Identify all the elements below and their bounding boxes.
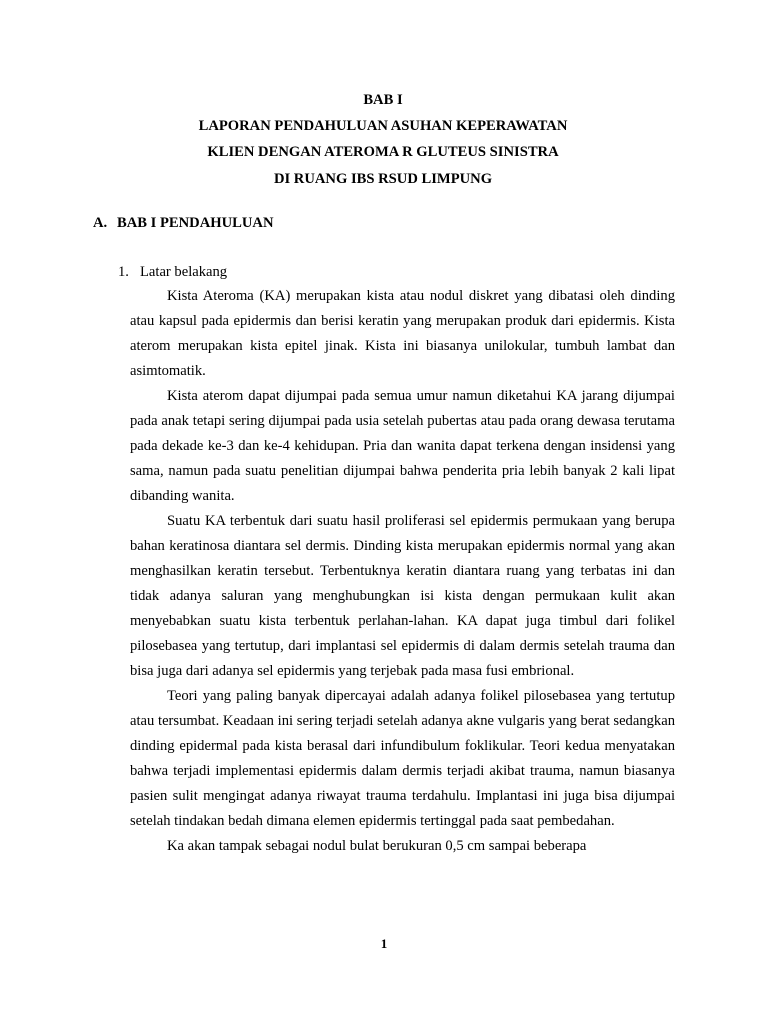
section-label: BAB I PENDAHULUAN — [117, 215, 274, 231]
paragraph-epidemiology: Kista aterom dapat dijumpai pada semua umur namun diketahui KA jarang dijumpai pada anak tetapi sering dijumpai pada usia setelah pubertas atau pada orang dewasa terutama pada dekade ke-3 dan ke-4 kehidupan. Pria dan wanita dapat terkena dengan insidensi yang sama, namun pada suatu penelitian dijumpai bahwa penderita pria lebih banyak 2 kali lipat dibanding wanita. — [130, 388, 675, 504]
title-line-chapter: BAB I — [363, 92, 403, 108]
paragraph-definition: Kista Ateroma (KA) merupakan kista atau nodul diskret yang dibatasi oleh dinding atau kapsul pada epidermis dan berisi keratin yang merupakan produk dari epidermis. Kista aterom merupakan kista epitel jinak. Kista ini biasanya unilokular, tumbuh lambat dan asimtomatik. — [130, 288, 675, 379]
section-marker: A. — [93, 215, 108, 231]
page-number: 1 — [380, 936, 388, 951]
document-title — [90, 87, 676, 192]
subsection-heading — [118, 260, 227, 284]
title-line-client: KLIEN DENGAN ATEROMA R GLUTEUS SINISTRA — [207, 144, 559, 161]
title-line-report: LAPORAN PENDAHULUAN ASUHAN KEPERAWATAN — [198, 118, 568, 135]
paragraph-theory: Teori yang paling banyak dipercayai adalah adanya folikel pilosebasea yang tertutup atau tersumbat. Keadaan ini sering terjadi setelah adanya akne vulgaris yang berat sedangkan dinding epidermal pada kista berasal dari infundibulum foklikular. Teori kedua menyatakan bahwa terjadi implementasi epidermis dalam dermis terjadi akibat trauma, namun biasanya pasien sulit mengingat adanya riwayat trauma terdahulu. Implantasi ini juga bisa dijumpai setelah tindakan bedah dimana elemen epidermis tertinggal pada saat pembedahan. — [130, 688, 675, 829]
title-line-location: DI RUANG IBS RSUD LIMPUNG — [273, 170, 493, 187]
body-text — [130, 284, 675, 859]
subsection-label: Latar belakang — [140, 264, 228, 280]
paragraph-clinical-appearance: Ka akan tampak sebagai nodul bulat berukuran 0,5 cm sampai beberapa — [167, 838, 587, 854]
paragraph-pathogenesis: Suatu KA terbentuk dari suatu hasil proliferasi sel epidermis permukaan yang berupa bahan keratinosa diantara sel dermis. Dinding kista merupakan epidermis normal yang akan menghasilkan keratin tersebut. Terbentuknya keratin diantara ruang yang terbatas ini dan tidak adanya saluran yang menghubungkan isi kista dengan permukaan kulit akan menyebabkan suatu kista terbentuk perlahan-lahan. KA dapat juga timbul dari folikel pilosebasea yang tertutup, dari implantasi sel epidermis di dalam dermis setelah trauma dan bisa juga dari adanya sel epidermis yang terjebak pada masa fusi embrional. — [130, 513, 675, 679]
section-heading — [93, 210, 274, 236]
subsection-marker: 1. — [118, 264, 129, 280]
